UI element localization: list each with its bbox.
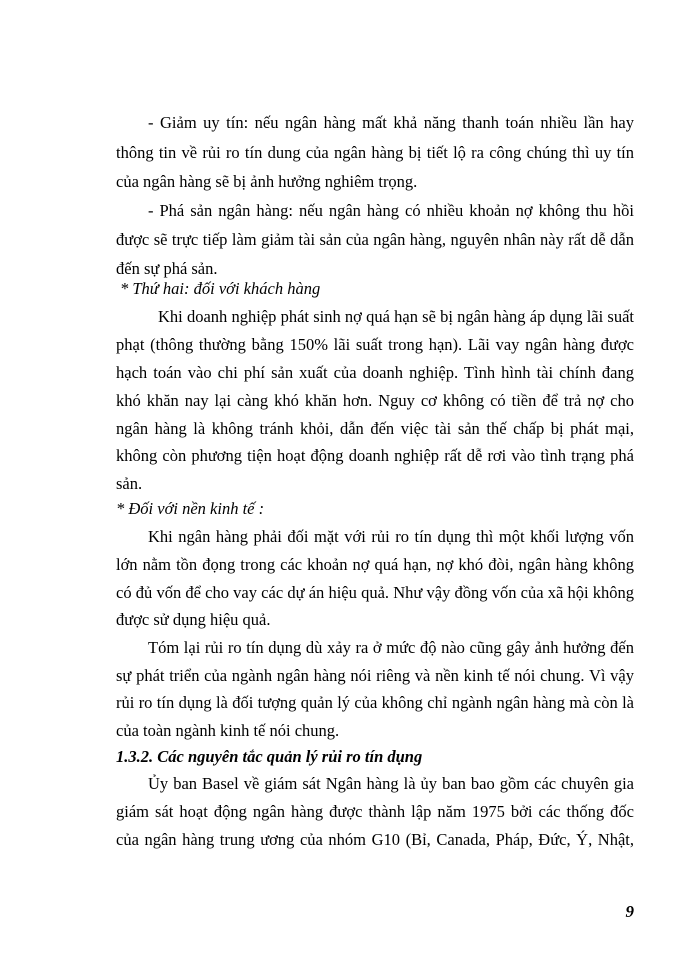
text-line: Ủy ban Basel về giám sát Ngân hàng là ủy ban bao gồm các chuyên gia — [148, 774, 634, 793]
text-line: được sẽ trực tiếp làm giảm tài sản của ngân hàng, nguyên nhân này rất dễ dẫn — [116, 230, 634, 249]
text-line: đến sự phá sản. — [116, 259, 218, 278]
text-line: thông tin về rủi ro tín dung của ngân hàng bị tiết lộ ra công chúng thì uy tín — [116, 143, 634, 162]
text-line: Tóm lại rủi ro tín dụng dù xảy ra ở mức độ nào cũng gây ảnh hưởng đến — [148, 638, 634, 657]
text-line: được sử dụng hiệu quả. — [116, 610, 271, 629]
text-line: Khi doanh nghiệp phát sinh nợ quá hạn sẽ bị ngân hàng áp dụng lãi suất — [158, 307, 634, 326]
text-line: Khi ngân hàng phải đối mặt với rủi ro tín dụng thì một khối lượng vốn — [148, 527, 634, 546]
text-line: phạt (thông thường bằng 150% lãi suất trong hạn). Lãi vay ngân hàng được — [116, 335, 634, 354]
text-line: có đủ vốn để cho vay các dự án hiệu quả. Như vậy đồng vốn của xã hội không — [116, 583, 634, 602]
text-line: hạch toán vào chi phí sản xuất của doanh nghiệp. Tình hình tài chính đang — [116, 363, 634, 382]
section-heading: * Thứ hai: đối với khách hàng — [120, 279, 321, 298]
text-line: - Phá sản ngân hàng: nếu ngân hàng có nhiều khoản nợ không thu hồi — [148, 201, 634, 220]
text-line: lớn nằm tồn đọng trong các khoản nợ quá hạn, nợ khó đòi, ngân hàng không — [116, 555, 634, 574]
text-line: không còn phương tiện hoạt động doanh nghiệp rất dễ rơi vào tình trạng phá — [116, 446, 634, 465]
text-line: - Giảm uy tín: nếu ngân hàng mất khả năng thanh toán nhiều lần hay — [148, 113, 634, 132]
text-line: của ngân hàng trung ương của nhóm G10 (Bỉ, Canada, Pháp, Đức, Ý, Nhật, — [116, 830, 634, 849]
text-line: sản. — [116, 474, 143, 493]
page-number: 9 — [625, 902, 634, 921]
text-line: rủi ro tín dụng là đối tượng quản lý của không chỉ ngành ngân hàng mà còn là — [116, 693, 634, 712]
text-line: sự phát triển của ngành ngân hàng nói riêng và nền kinh tế nói chung. Vì vậy — [116, 666, 634, 685]
text-line: khó khăn nay lại càng khó khăn hơn. Nguy cơ không có tiền để trả nợ cho — [116, 391, 634, 410]
subsection-heading: 1.3.2. Các nguyên tắc quản lý rủi ro tín dụng — [116, 747, 423, 766]
text-line: giám sát hoạt động ngân hàng được thành lập năm 1975 bởi các thống đốc — [116, 802, 634, 821]
text-line: của toàn ngành kinh tế nói chung. — [116, 721, 340, 740]
section-heading: * Đối với nền kinh tế : — [116, 499, 265, 518]
text-line: ngân hàng là không tránh khỏi, dẫn đến việc tài sản thế chấp bị phát mại, — [116, 419, 634, 438]
text-line: của ngân hàng sẽ bị ảnh hưởng nghiêm trọng. — [116, 172, 418, 191]
